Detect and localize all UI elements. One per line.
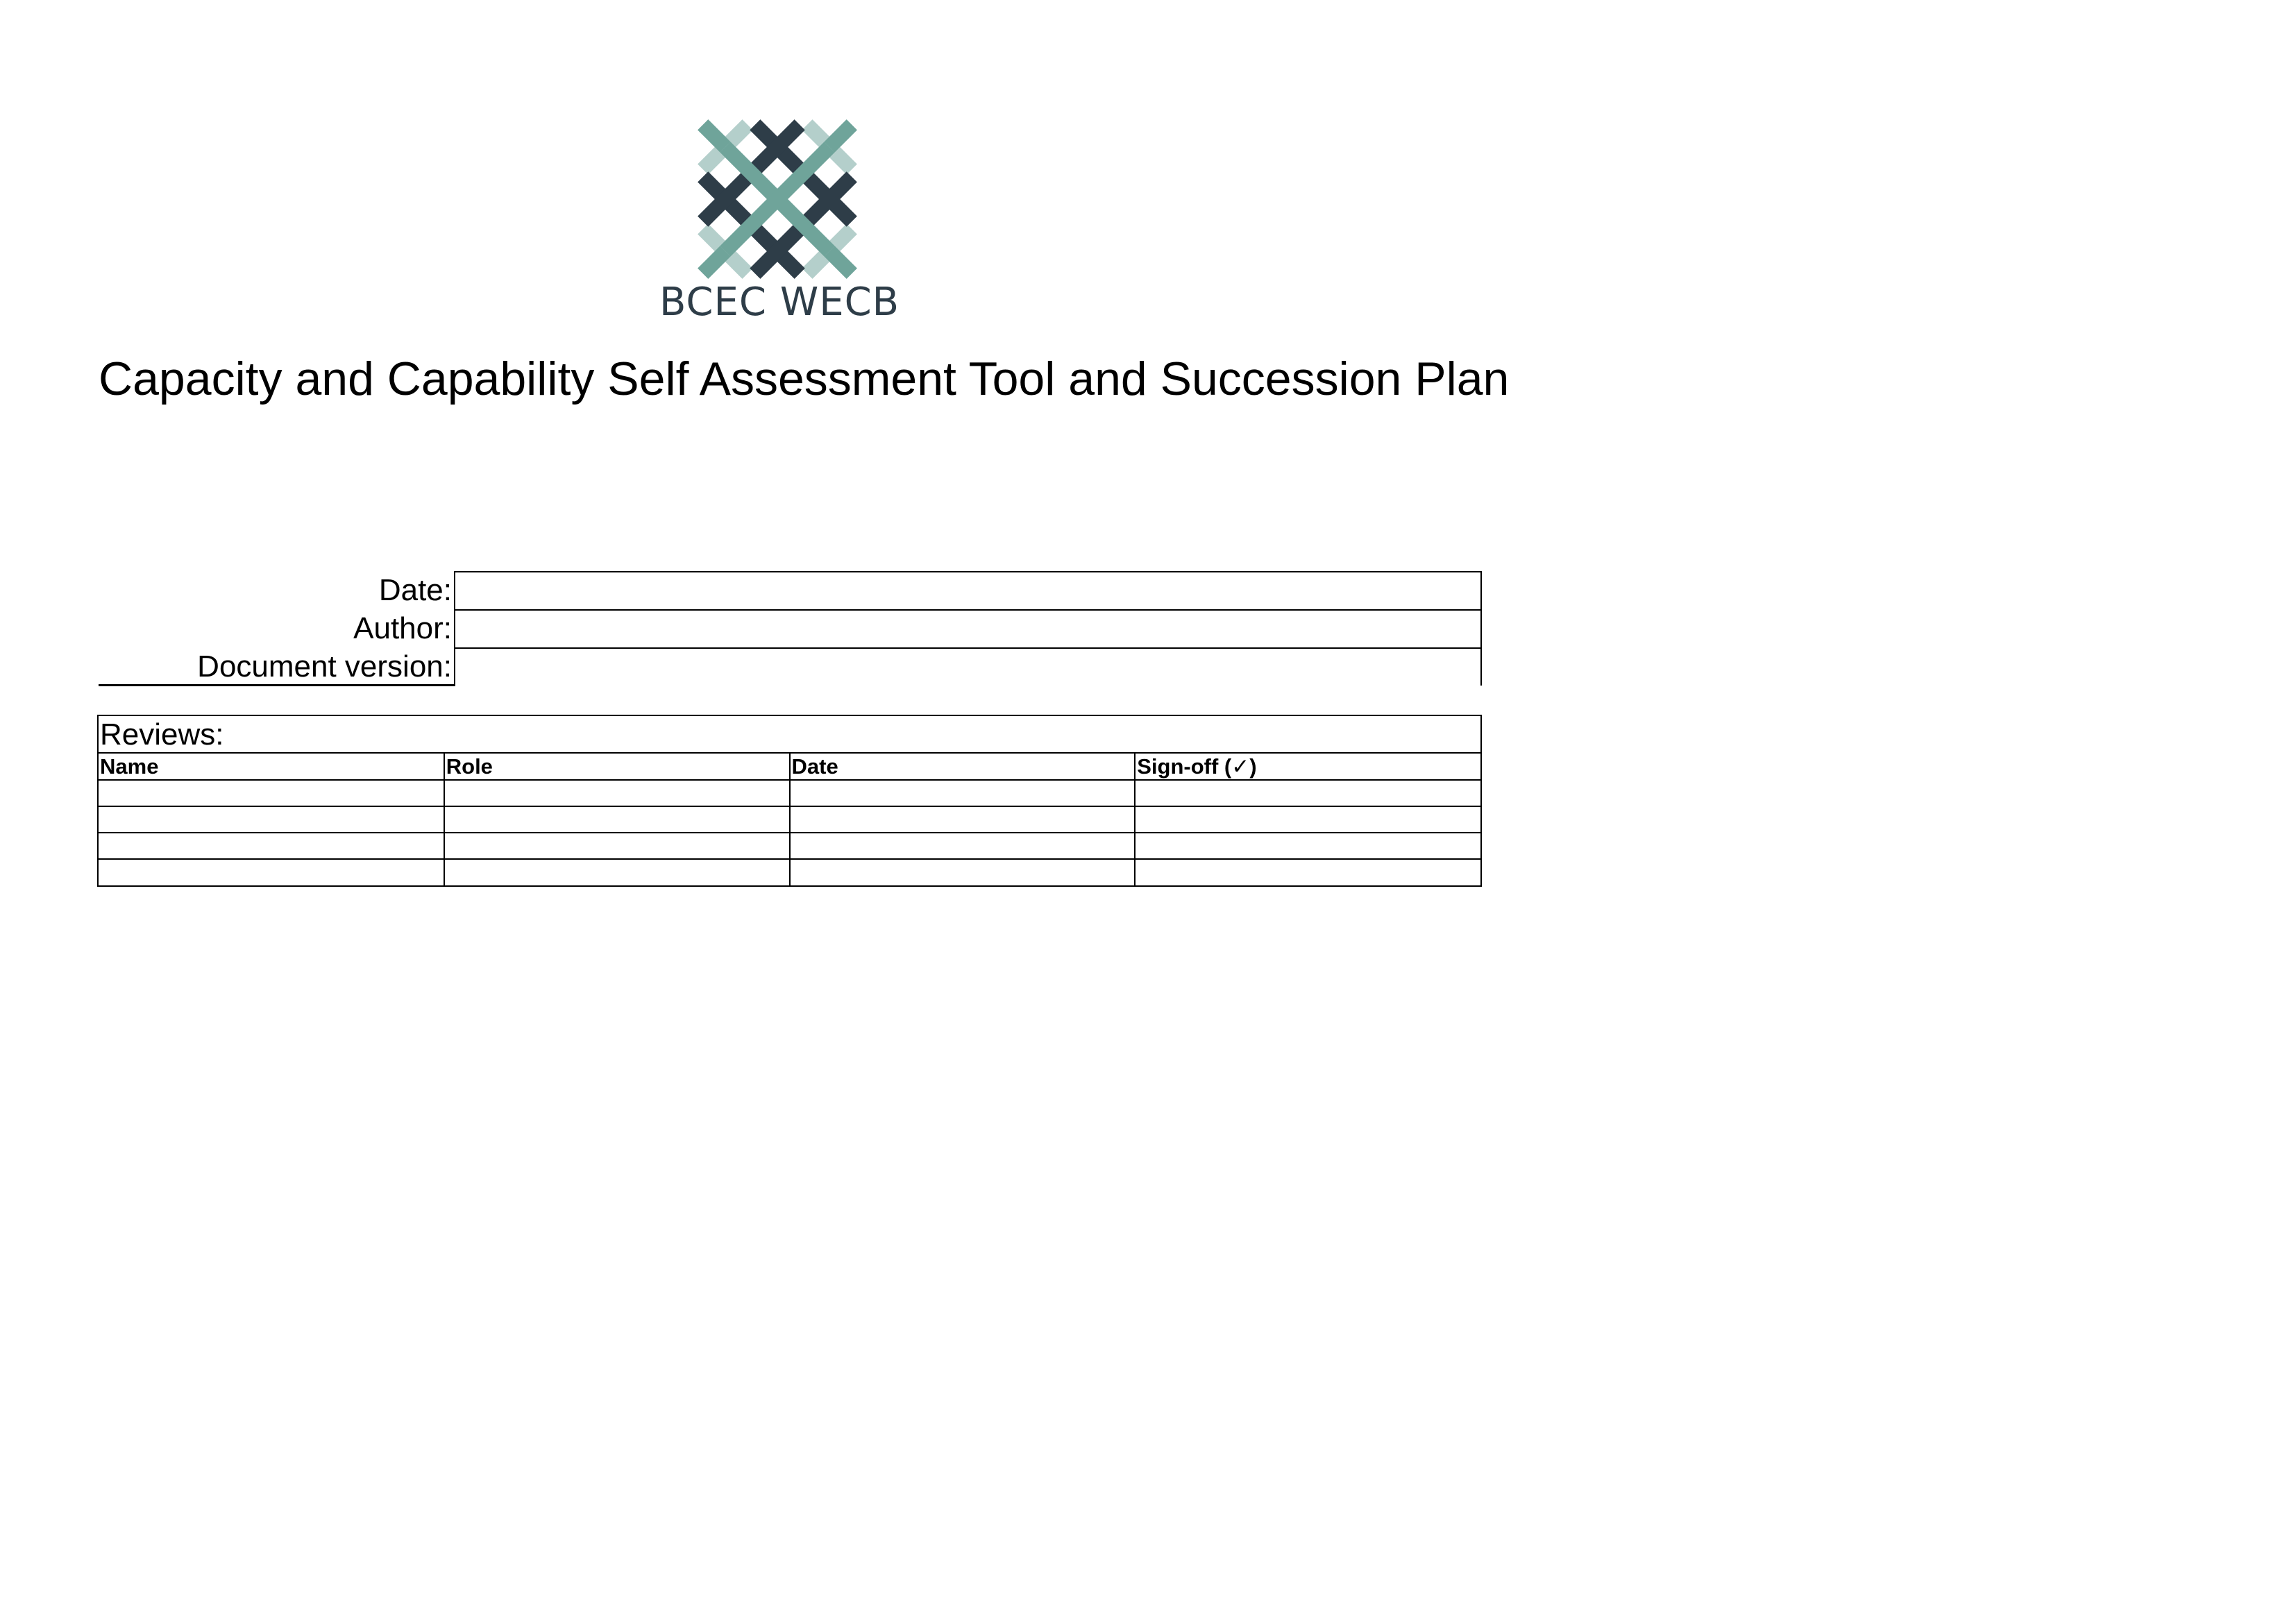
meta-row-author [99,609,1482,647]
review-sign-off-cell[interactable] [1135,780,1480,806]
review-sign-off-cell[interactable] [1135,859,1480,885]
crosses-lattice-logo-icon [695,117,859,281]
table-row [99,780,1480,806]
author-label: Author: [353,611,452,645]
column-header-sign-off: Sign-off (✓) [1135,754,1480,780]
column-header-name: Name [99,754,444,780]
logo-text: BCEC WECB [659,280,900,325]
reviews-table [99,754,1480,885]
author-field[interactable] [454,609,1482,647]
column-header-role: Role [444,754,790,780]
column-header-date: Date [790,754,1136,780]
review-name-cell[interactable] [99,780,444,806]
document-meta-table [99,571,1482,686]
review-date-cell[interactable] [790,833,1136,859]
review-sign-off-cell[interactable] [1135,806,1480,833]
review-date-cell[interactable] [790,806,1136,833]
logo [659,114,900,330]
meta-row-date [99,571,1482,609]
review-date-cell[interactable] [790,859,1136,885]
reviews-table-container [97,715,1482,887]
page-title: Capacity and Capability Self Assessment Tool and Succession Plan [99,352,1510,405]
review-name-cell[interactable] [99,806,444,833]
reviews-header-row [99,754,1480,780]
table-row [99,859,1480,885]
review-name-cell[interactable] [99,859,444,885]
document-version-field[interactable] [454,647,1482,686]
meta-divider [99,684,455,686]
reviews-heading: Reviews: [99,716,1480,754]
table-row [99,806,1480,833]
review-role-cell[interactable] [444,833,790,859]
document-version-label: Document version: [197,649,452,683]
review-role-cell[interactable] [444,859,790,885]
meta-row-version [99,647,1482,686]
review-date-cell[interactable] [790,780,1136,806]
review-sign-off-cell[interactable] [1135,833,1480,859]
review-name-cell[interactable] [99,833,444,859]
table-row [99,833,1480,859]
review-role-cell[interactable] [444,806,790,833]
date-field[interactable] [454,571,1482,609]
date-label: Date: [378,573,452,607]
review-role-cell[interactable] [444,780,790,806]
